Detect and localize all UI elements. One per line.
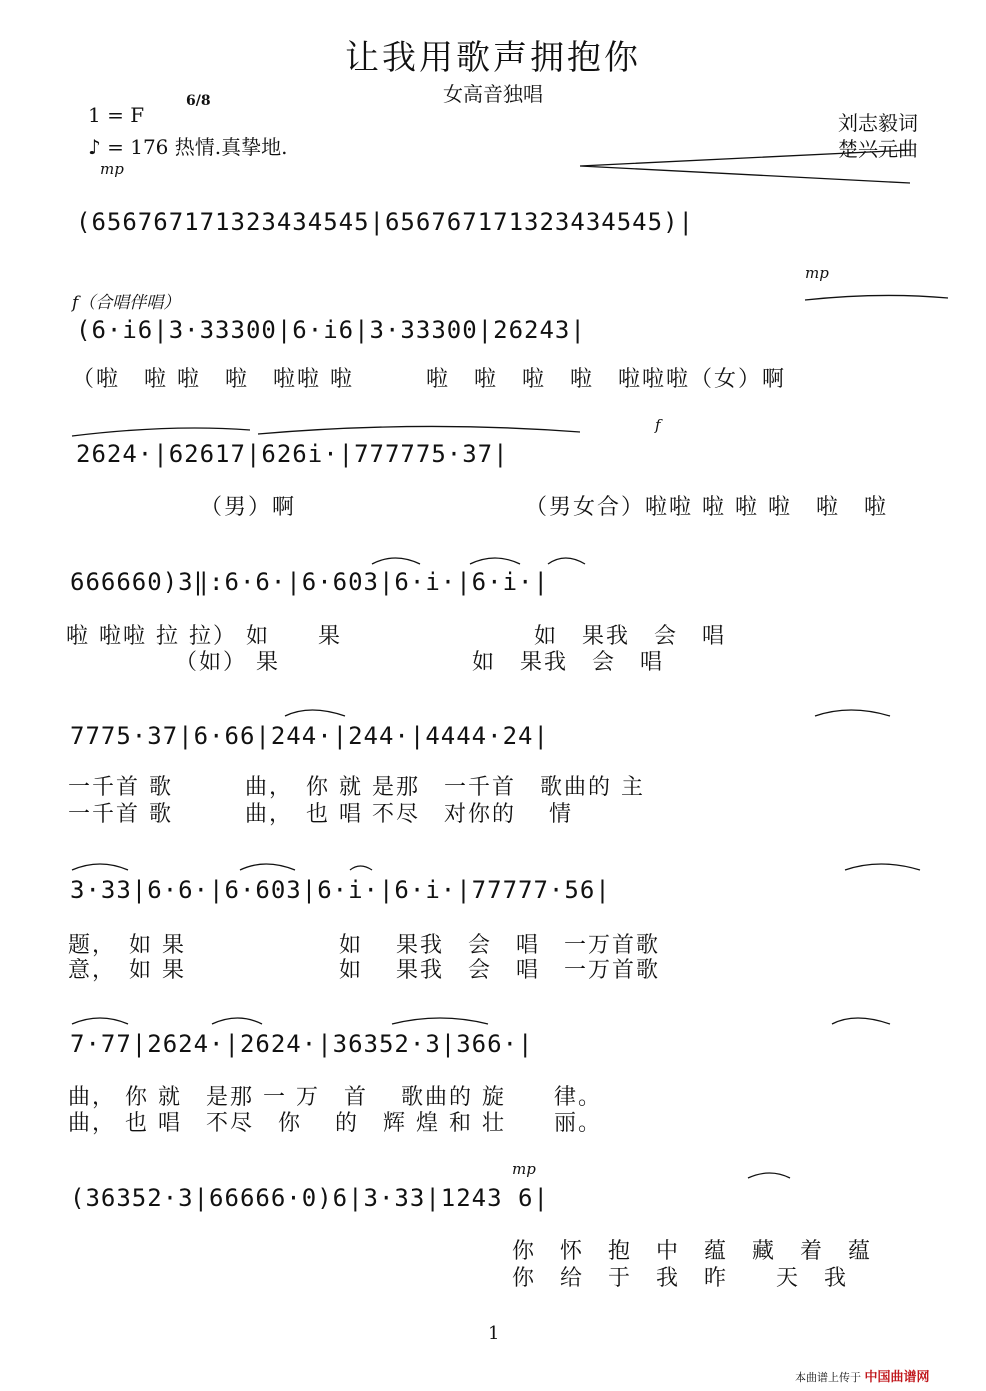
score-line: 7775·37|6·66|244·|244·|4444·24| xyxy=(70,722,549,750)
lyric-line: 题， 如 果 如 果我 会 唱 一万首歌 xyxy=(68,933,660,958)
lyric-line: 啦 啦啦 拉 拉） 如 果 如 果我 会 唱 xyxy=(66,624,726,649)
dynamic-mark: mp xyxy=(805,264,829,282)
slur xyxy=(72,428,250,436)
score-line: (656767171323434545|656767171323434545)| xyxy=(76,208,694,236)
lyric-line: 你 怀 抱 中 蕴 藏 着 蕴 xyxy=(512,1239,873,1264)
score-line: (36352·3|66666·0)6|3·33|1243 6| xyxy=(70,1184,549,1212)
watermark-brand: 中国曲谱网 xyxy=(864,1370,930,1385)
slur xyxy=(72,1018,890,1024)
watermark-text: 本曲谱上传于 xyxy=(795,1371,861,1384)
page-subtitle: 女高音独唱 xyxy=(443,82,543,106)
slur xyxy=(258,426,580,434)
lyric-line: 曲， 也 唱 不尽 你 的 辉 煌 和 壮 丽。 xyxy=(68,1111,602,1136)
composer-credit: 楚兴元曲 xyxy=(838,137,918,161)
dynamic-mark: mp xyxy=(100,160,124,178)
lyric-line: 曲， 你 就 是那 一 万 首 歌曲的 旋 律。 xyxy=(68,1085,602,1110)
dynamic-mark: f（合唱伴唱） xyxy=(72,293,181,313)
score-line: 7·77|2624·|2624·|36352·3|366·| xyxy=(70,1030,534,1058)
lyric-line: 意， 如 果 如 果我 会 唱 一万首歌 xyxy=(68,958,660,983)
score-line: 666660)3‖:6·6·|6·603|6·i·|6·i·| xyxy=(70,568,549,596)
slur xyxy=(72,864,920,870)
page-number: 1 xyxy=(488,1323,500,1344)
slur xyxy=(285,710,890,716)
time-signature: 6/8 xyxy=(186,93,211,109)
page-title: 让我用歌声拥抱你 xyxy=(345,38,641,78)
lyric-line: （如） 果 如 果我 会 唱 xyxy=(66,650,664,675)
dynamic-mark: mp xyxy=(512,1160,536,1178)
lyric-line: （男）啊 （男女合）啦啦 啦 啦 啦 啦 啦 xyxy=(200,495,888,520)
lyricist-credit: 刘志毅词 xyxy=(838,111,918,135)
score-line: 3·33|6·6·|6·603|6·i·|6·i·|77777·56| xyxy=(70,876,611,904)
slur xyxy=(372,558,585,564)
key-signature: 1 = F xyxy=(88,103,145,127)
slur xyxy=(748,1173,790,1178)
dynamic-mark: f xyxy=(655,416,661,434)
lyric-line: （啦 啦 啦 啦 啦啦 啦 啦 啦 啦 啦 啦啦啦（女）啊 xyxy=(72,367,786,392)
lyric-line: 一千首 歌 曲， 也 唱 不尽 对你的 情 xyxy=(68,802,573,827)
score-line: 2624·|62617|626i·|777775·37| xyxy=(76,440,509,468)
tempo-marking: ♪ = 176 热情.真挚地. xyxy=(88,135,288,159)
crescendo-hairpin xyxy=(580,150,910,183)
lyric-line: 你 给 于 我 昨 天 我 xyxy=(512,1266,849,1291)
slur xyxy=(805,295,948,300)
lyric-line: 一千首 歌 曲， 你 就 是那 一千首 歌曲的 主 xyxy=(68,775,645,800)
score-line: (6·i6|3·33300|6·i6|3·33300|26243| xyxy=(76,316,586,344)
